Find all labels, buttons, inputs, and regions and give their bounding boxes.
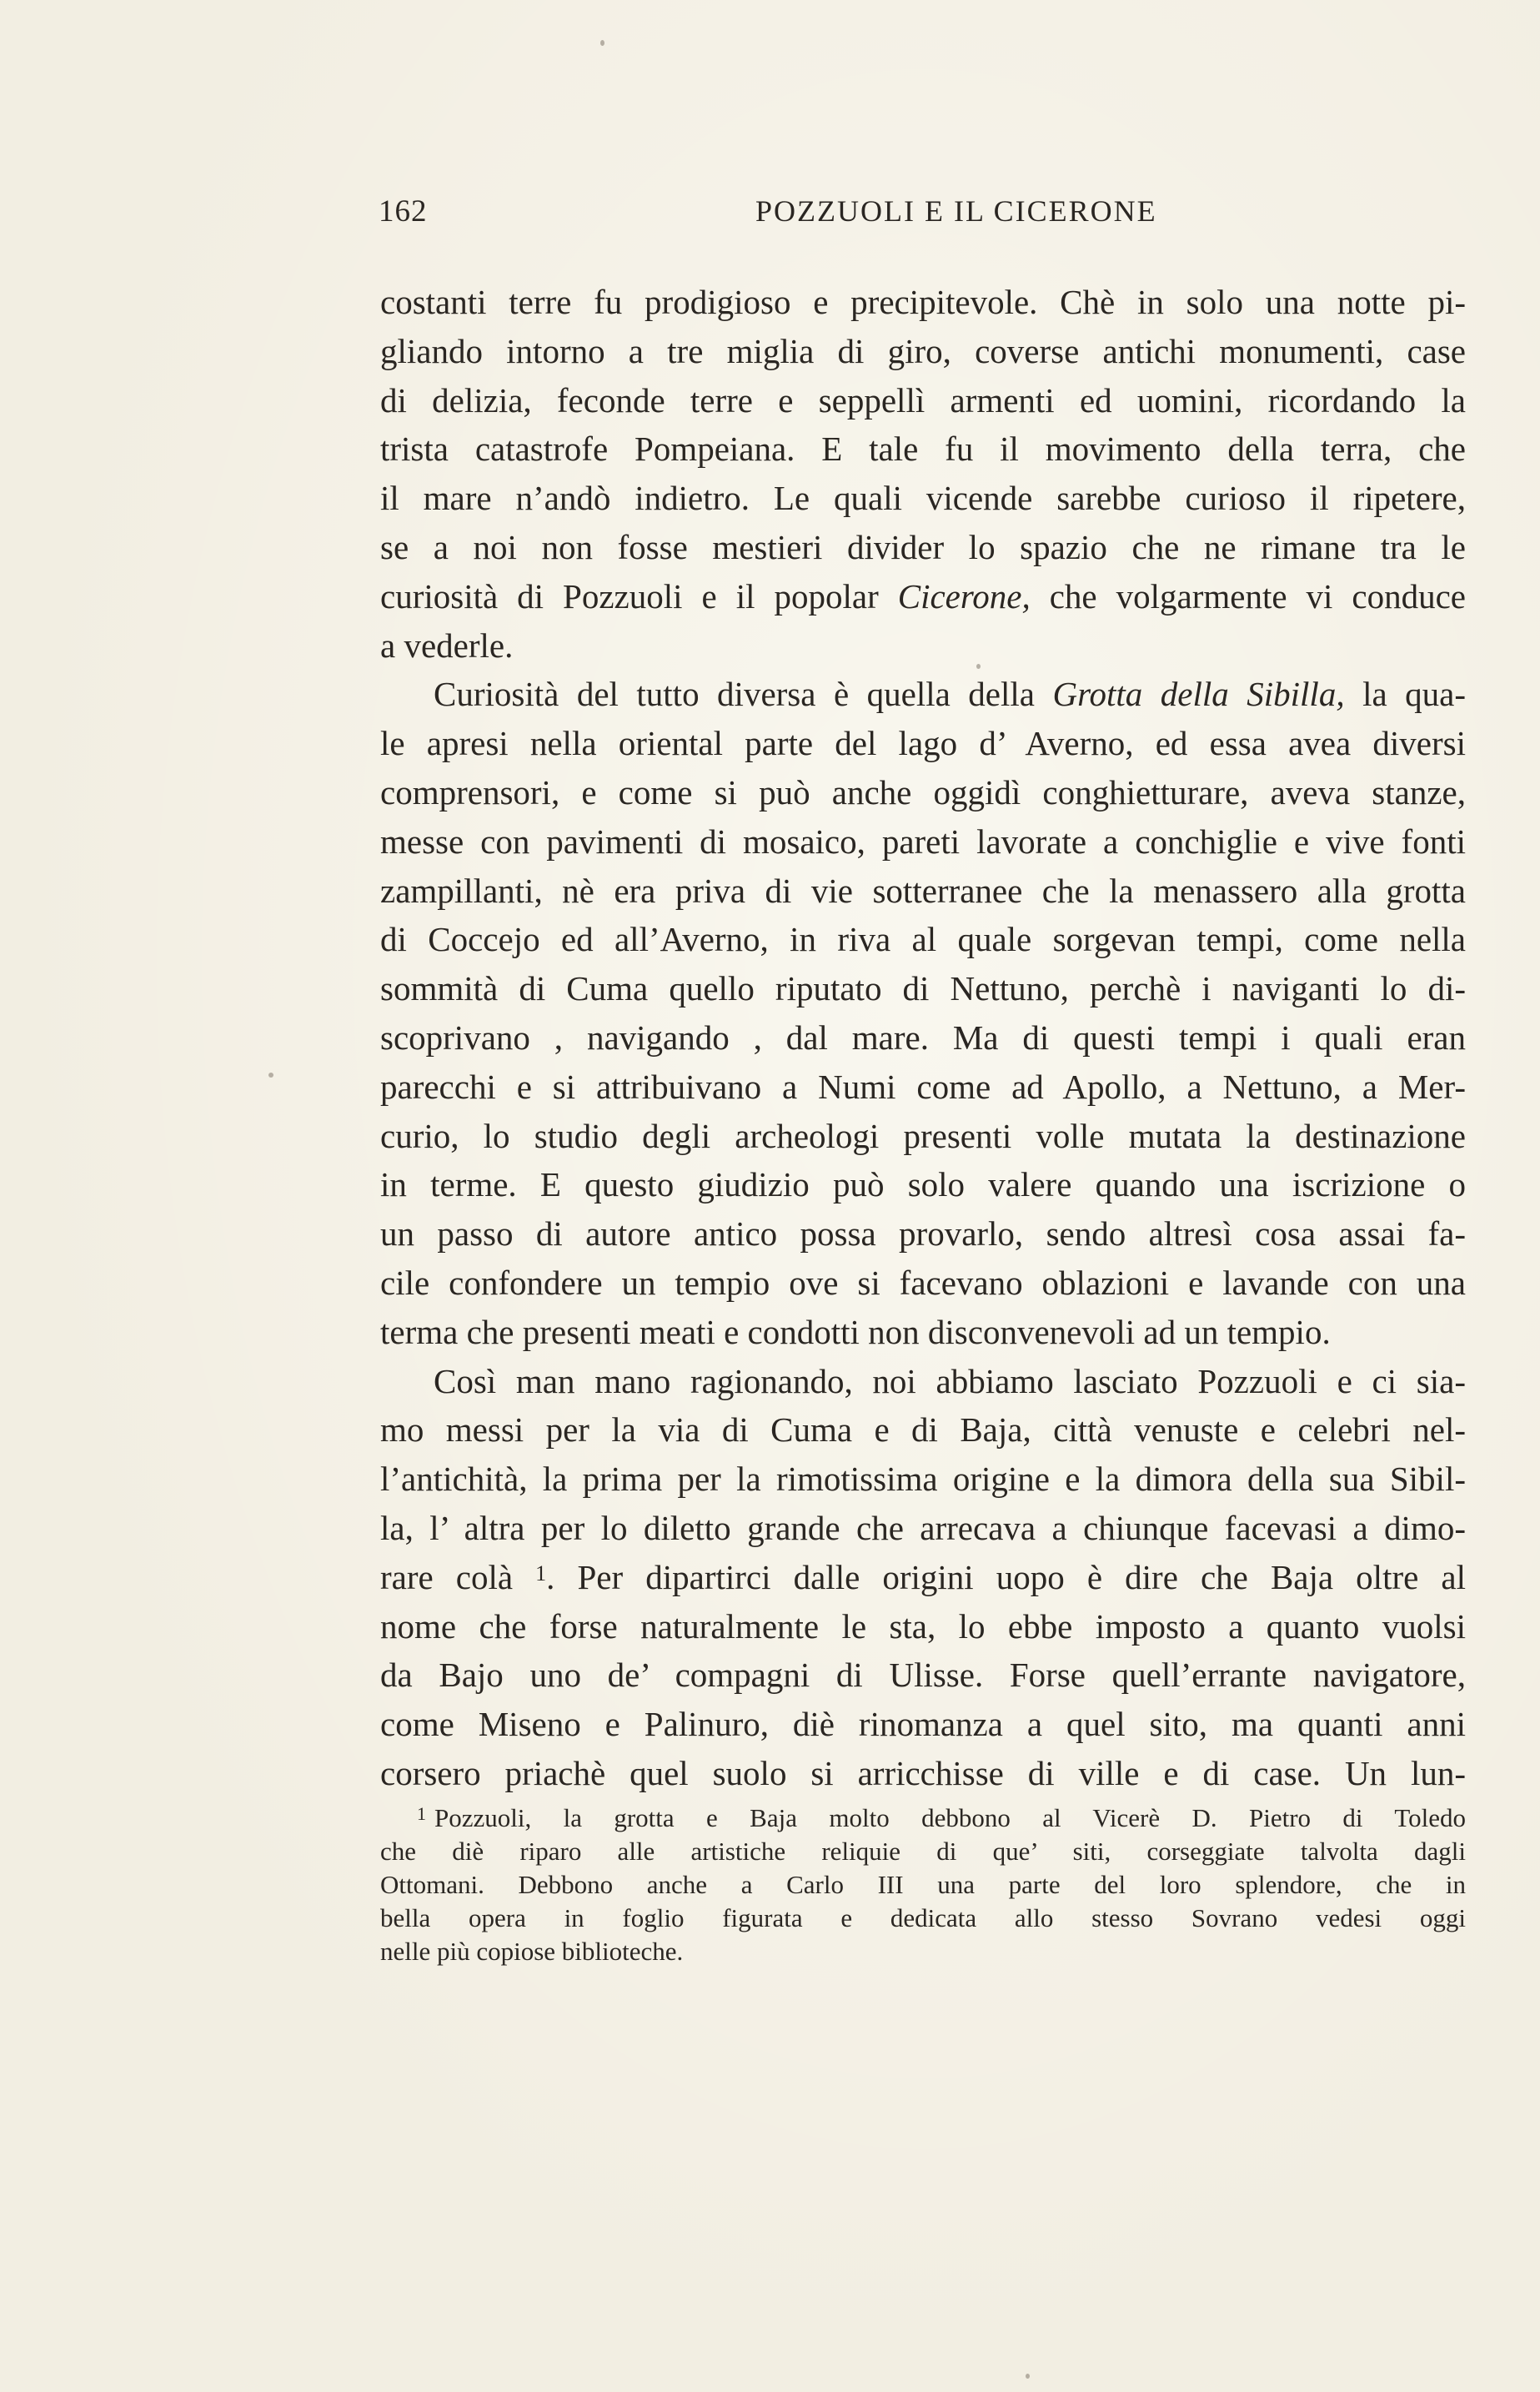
text-line bbox=[380, 1112, 1466, 1161]
text-segment: come Miseno e Palinuro, diè rinomanza a quel sito, ma quanti anni bbox=[380, 1705, 1466, 1744]
text-segment: terma che presenti meati e condotti non disconvenevoli ad un tempio. bbox=[380, 1312, 1331, 1351]
footnote-text: Pozzuoli, la grotta e Baja molto debbono al Vicerè D. Pietro di Toledo bbox=[434, 1803, 1466, 1832]
text-line bbox=[380, 1013, 1466, 1063]
text-segment: il mare n’andò indietro. Le quali vicende sarebbe curioso il ripetere, bbox=[380, 479, 1466, 518]
text-segment: un passo di autore antico possa provarlo, sendo altresì cosa assai fa- bbox=[380, 1214, 1466, 1254]
text-segment: trista catastrofe Pompeiana. E tale fu il movimento della terra, che bbox=[380, 430, 1466, 469]
text-segment: a vederle. bbox=[380, 626, 514, 665]
text-line bbox=[380, 670, 1466, 719]
footnote-line: che diè riparo alle artistiche reliquie di que’ siti, corseggiate talvolta dagli bbox=[380, 1837, 1466, 1866]
footnote-line: nelle più copiose biblioteche. bbox=[380, 1937, 684, 1966]
paper-speck bbox=[976, 664, 981, 669]
text-line bbox=[380, 768, 1466, 817]
text-line bbox=[380, 1160, 1466, 1209]
text-line bbox=[380, 572, 1466, 621]
text-line bbox=[380, 1455, 1466, 1504]
text-segment: messe con pavimenti di mosaico, pareti lavorate a conchiglie e vive fonti bbox=[380, 822, 1466, 861]
text-line bbox=[380, 474, 1466, 523]
footnote-reference: 1 bbox=[535, 1560, 547, 1585]
text-segment: mo messi per la via di Cuma e di Baja, città venuste e celebri nel- bbox=[380, 1410, 1466, 1450]
text-segment: la qua- bbox=[1344, 675, 1466, 714]
paper-speck bbox=[600, 40, 604, 46]
text-segment: le apresi nella oriental parte del lago d’ Averno, ed essa avea diversi bbox=[380, 724, 1466, 763]
footnote-line bbox=[380, 1802, 1466, 1835]
running-title: POZZUOLI E IL CICERONE bbox=[755, 194, 1157, 228]
text-segment: . Per dipartirci dalle origini uopo è dire che Baja oltre al bbox=[546, 1557, 1466, 1596]
text-line bbox=[380, 1602, 1466, 1651]
text-segment: in terme. E questo giudizio può solo valere quando una iscrizione o bbox=[380, 1165, 1466, 1204]
footnote-line: bella opera in foglio figurata e dedicata allo stesso Sovrano vedesi oggi bbox=[380, 1903, 1466, 1932]
text-line bbox=[380, 1749, 1466, 1798]
text-line bbox=[380, 867, 1466, 916]
text-segment: gliando intorno a tre miglia di giro, coverse antichi monumenti, case bbox=[380, 331, 1466, 370]
text-line bbox=[380, 817, 1466, 867]
text-line bbox=[380, 719, 1466, 768]
text-line bbox=[380, 327, 1466, 376]
text-line bbox=[380, 1209, 1466, 1259]
text-segment: nome che forse naturalmente le sta, lo ebbe imposto a quanto vuolsi bbox=[380, 1606, 1466, 1646]
text-segment: la, l’ altra per lo diletto grande che arrecava a chiunque facevasi a dimo- bbox=[380, 1508, 1466, 1547]
text-segment: parecchi e si attribuivano a Numi come ad Apollo, a Nettuno, a Mer- bbox=[380, 1067, 1466, 1106]
text-line bbox=[380, 1405, 1466, 1455]
italic-text: Cicerone, bbox=[897, 576, 1031, 616]
text-line bbox=[380, 1504, 1466, 1553]
text-line bbox=[380, 621, 1466, 671]
footnote-marker: 1 bbox=[417, 1803, 426, 1824]
text-line bbox=[380, 964, 1466, 1013]
text-segment: se a noi non fosse mestieri divider lo spazio che ne rimane tra le bbox=[380, 527, 1466, 566]
text-segment: di Coccejo ed all’Averno, in riva al quale sorgevan tempi, come nella bbox=[380, 920, 1466, 959]
text-segment: di delizia, feconde terre e seppellì armenti ed uomini, ricordando la bbox=[380, 380, 1466, 420]
running-head bbox=[379, 193, 1539, 244]
text-segment: scoprivano , navigando , dal mare. Ma di questi tempi i quali eran bbox=[380, 1018, 1466, 1057]
text-segment: sommità di Cuma quello riputato di Nettuno, perchè i naviganti lo di- bbox=[380, 969, 1466, 1008]
text-segment: Curiosità del tutto diversa è quella della bbox=[434, 675, 1053, 714]
text-segment: Così man mano ragionando, noi abbiamo lasciato Pozzuoli e ci sia- bbox=[434, 1361, 1466, 1400]
body-text bbox=[380, 278, 1466, 1798]
text-segment: curio, lo studio degli archeologi presenti volle mutata la destinazione bbox=[380, 1116, 1466, 1155]
text-segment: corsero priachè quel suolo si arricchisse di ville e di case. Un lun- bbox=[380, 1753, 1466, 1792]
text-segment: costanti terre fu prodigioso e precipitevole. Chè in solo una notte pi- bbox=[380, 283, 1466, 321]
paper-speck bbox=[1026, 2374, 1030, 2379]
text-line bbox=[380, 1651, 1466, 1700]
text-segment: curiosità di Pozzuoli e il popolar bbox=[380, 576, 898, 616]
text-segment: da Bajo uno de’ compagni di Ulisse. Forse quell’errante navigatore, bbox=[380, 1656, 1466, 1695]
footnote-line: Ottomani. Debbono anche a Carlo III una parte del loro splendore, che in bbox=[380, 1870, 1466, 1899]
text-line bbox=[380, 1357, 1466, 1406]
page-number: 162 bbox=[379, 194, 428, 229]
text-line bbox=[380, 1308, 1466, 1357]
text-line bbox=[380, 278, 1466, 327]
text-segment: che volgarmente vi conduce bbox=[1030, 576, 1466, 616]
text-line bbox=[380, 425, 1466, 474]
text-segment: rare colà bbox=[380, 1557, 536, 1596]
text-line bbox=[380, 1700, 1466, 1749]
footnote bbox=[380, 1802, 1466, 1968]
paper-speck bbox=[268, 1073, 273, 1078]
text-line bbox=[380, 1063, 1466, 1112]
text-segment: cile confondere un tempio ove si facevano oblazioni e lavande con una bbox=[380, 1263, 1466, 1302]
text-segment: l’antichità, la prima per la rimotissima origine e la dimora della sua Sibil- bbox=[380, 1460, 1466, 1499]
text-line bbox=[380, 915, 1466, 964]
text-line bbox=[380, 376, 1466, 425]
text-segment: zampillanti, nè era priva di vie sotterranee che la menassero alla grotta bbox=[380, 871, 1466, 910]
italic-text: Grotta della Sibilla, bbox=[1052, 675, 1345, 714]
text-line bbox=[380, 1553, 1466, 1602]
text-line bbox=[380, 1259, 1466, 1308]
text-segment: comprensori, e come si può anche oggidì conghietturare, aveva stanze, bbox=[380, 772, 1466, 812]
text-line bbox=[380, 523, 1466, 572]
